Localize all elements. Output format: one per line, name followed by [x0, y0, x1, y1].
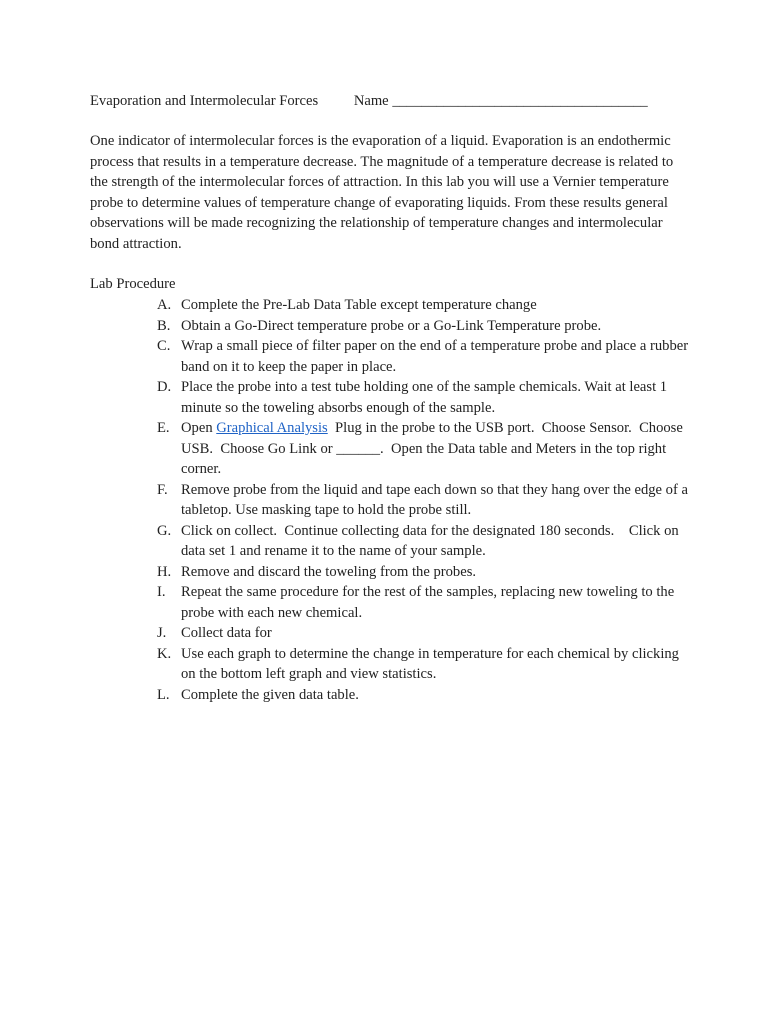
step-text: Remove probe from the liquid and tape each down so that they hang over the edge of a tabletop. Use masking tape to hold the probe still.: [181, 481, 688, 518]
step-text: Repeat the same procedure for the rest of the samples, replacing new toweling to the probe with each new chemical.: [181, 584, 675, 621]
step-letter: A.: [157, 297, 172, 313]
procedure-step: [90, 480, 690, 521]
procedure-title: Lab Procedure: [90, 276, 176, 292]
step-text: Complete the given data table.: [181, 686, 359, 703]
step-text-before: Open: [181, 420, 217, 436]
step-letter: F.: [157, 481, 168, 498]
procedure-step: [90, 562, 690, 583]
step-letter: E.: [157, 420, 170, 436]
step-text: Place the probe into a test tube holding one of the sample chemicals. Wait at least 1 minute so the toweling absorbs enough of the sample.: [181, 379, 668, 416]
procedure-step: [90, 644, 690, 685]
step-text: Click on collect. Continue collecting data for the designated 180 seconds. Click on data set 1 and rename it to the name of your sample.: [181, 522, 683, 559]
procedure-step: [90, 418, 690, 480]
document-page: [90, 90, 690, 705]
step-text: Wrap a small piece of filter paper on the end of a temperature probe and place a rubber band on it to keep the paper in place.: [181, 338, 689, 375]
name-blank: ___________________________________: [392, 93, 648, 109]
step-letter: L.: [157, 686, 170, 703]
procedure-steps: [90, 295, 690, 705]
procedure-step: [90, 316, 690, 337]
step-letter: H.: [157, 563, 172, 580]
document-title: Evaporation and Intermolecular Forces: [90, 93, 319, 109]
procedure-step: [90, 521, 690, 562]
procedure-step: [90, 336, 690, 377]
step-letter: I.: [157, 584, 166, 600]
step-letter: B.: [157, 317, 171, 334]
graphical-analysis-link[interactable]: Graphical Analysis: [216, 420, 328, 436]
step-letter: G.: [157, 522, 172, 539]
step-text: Obtain a Go-Direct temperature probe or a Go-Link Temperature probe.: [181, 317, 602, 334]
procedure-step: [90, 685, 690, 706]
step-letter: C.: [157, 338, 171, 354]
procedure-step: [90, 377, 690, 418]
step-text: Remove and discard the toweling from the probes.: [181, 563, 477, 580]
header-line: [90, 90, 690, 112]
procedure-step: [90, 295, 690, 316]
step-text: Use each graph to determine the change in temperature for each chemical by clicking on the bottom left graph and view statistics.: [181, 645, 679, 682]
procedure-step: [90, 623, 690, 644]
step-letter: D.: [157, 379, 172, 395]
step-text-after: Plug in the probe to the USB port. Choose Sensor. Choose USB. Choose Go Link or ______. Open the Data table and Meters in the top right corner.: [181, 420, 687, 477]
name-label: Name: [353, 93, 389, 109]
intro-paragraph: One indicator of intermolecular forces is the evaporation of a liquid. Evaporation is an endothermic process that results in a temperature decrease. The magnitude of a temperature decrease is related to the strength of the intermolecular forces of attraction. In this lab you will use a Vernier temperature probe to determine values of temperature change of evaporating liquids. From these results general observations will be made recognizing the relationship of temperature changes and intermolecular bond attraction.: [90, 133, 674, 252]
step-text: Collect data for: [181, 625, 272, 641]
procedure-step: [90, 582, 690, 623]
step-letter: J.: [157, 625, 167, 641]
step-letter: K.: [157, 645, 172, 662]
step-text: Complete the Pre-Lab Data Table except temperature change: [181, 297, 537, 313]
